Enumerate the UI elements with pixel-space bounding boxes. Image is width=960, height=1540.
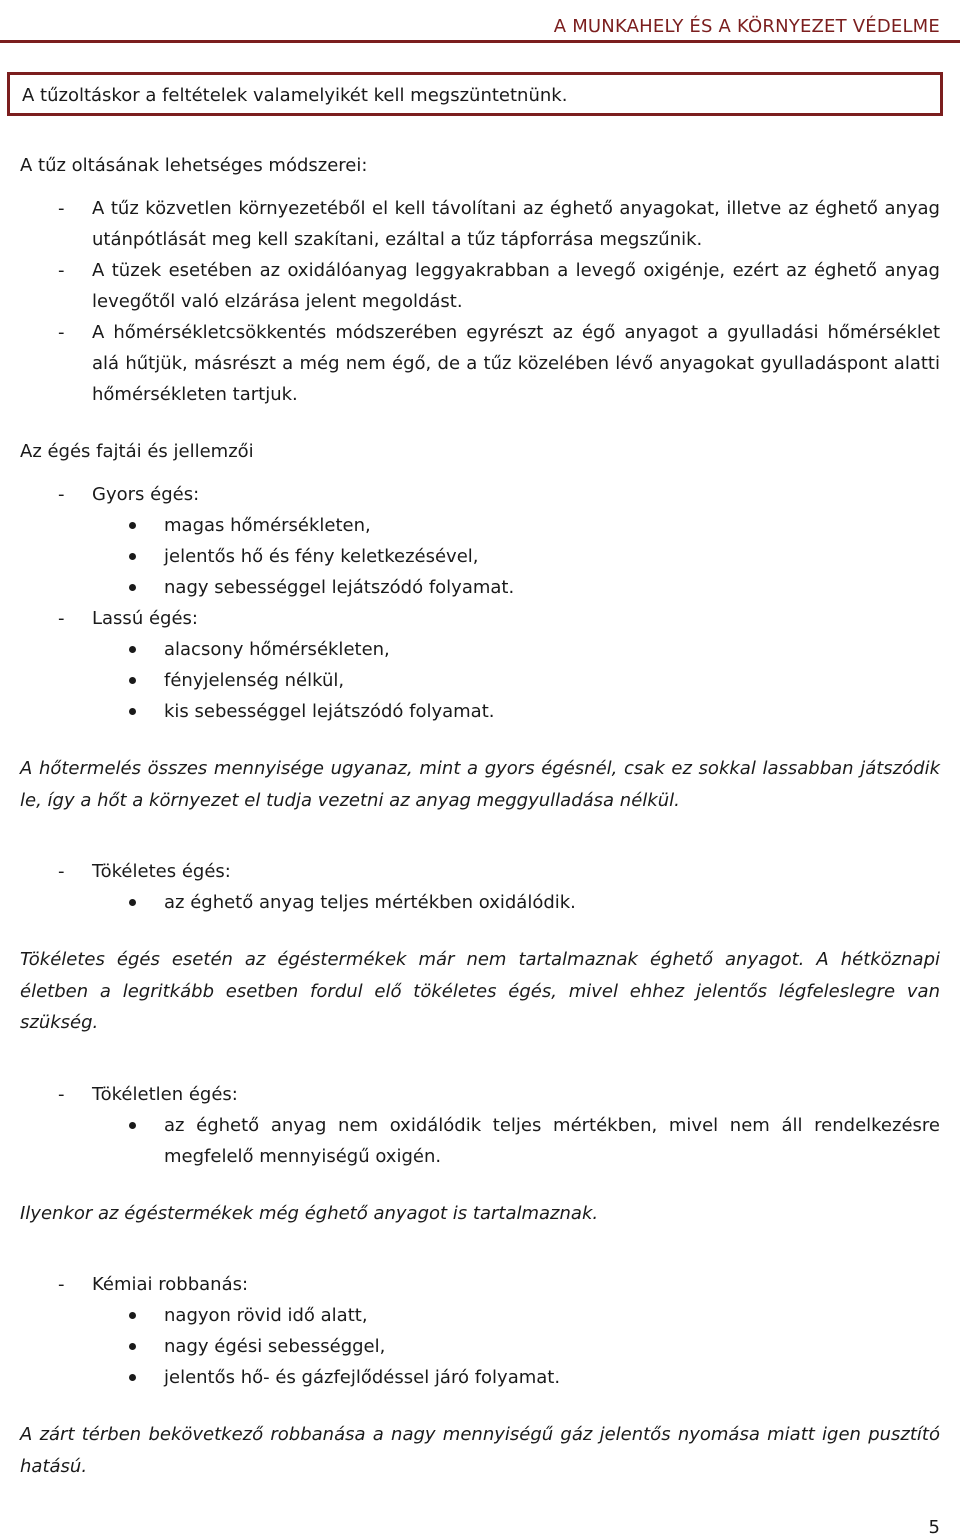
dash-marker: - xyxy=(58,484,65,505)
list-item xyxy=(20,193,940,255)
dash-marker: - xyxy=(58,322,65,343)
list-item: fényjelenség nélkül, xyxy=(20,665,940,696)
bullet-icon xyxy=(129,1374,136,1381)
combustion-heading: Az égés fajtái és jellemzői xyxy=(20,441,254,462)
dash-marker: - xyxy=(58,198,65,219)
complete-combustion-list xyxy=(20,856,940,887)
incomplete-combustion-label: Tökéletlen égés: xyxy=(92,1083,238,1105)
bullet-icon xyxy=(129,899,136,906)
dash-marker: - xyxy=(58,1083,65,1105)
list-item: magas hőmérsékleten, xyxy=(20,510,940,541)
list-item: nagy égési sebességgel, xyxy=(20,1331,940,1362)
bullet-icon xyxy=(129,553,136,560)
list-item xyxy=(20,1079,940,1110)
notice-box: A tűzoltáskor a feltételek valamelyikét kell megszüntetnünk. xyxy=(7,72,943,116)
list-item: nagyon rövid idő alatt, xyxy=(20,1300,940,1331)
list-item xyxy=(20,317,940,410)
list-item xyxy=(20,255,940,317)
bullet-icon xyxy=(129,1343,136,1350)
slow-combustion-note: A hőtermelés összes mennyisége ugyanaz, mint a gyors égésnél, csak ez sokkal lassabban játszódik le, így a hőt a környezet el tudja vezetni az anyag meggyulladása nélkül. xyxy=(20,758,940,811)
list-item-text: A tűz közvetlen környezetéből el kell távolítani az éghető anyagokat, illetve az éghető anyag utánpótlását meg kell szakítani, ezáltal a tűz tápforrása megszűnik. xyxy=(92,198,940,250)
incomplete-combustion-note: Ilyenkor az égéstermékek még éghető anyagot is tartalmaznak. xyxy=(20,1202,599,1224)
list-item-text: A hőmérsékletcsökkentés módszerében egyrészt az égő anyagot a gyulladási hőmérséklet alá hűtjük, másrészt a még nem égő, de a tűz közelében lévő anyagokat gyulladáspont alatti hőmérsékleten tartjuk. xyxy=(92,322,940,405)
bullet-icon xyxy=(129,646,136,653)
page-number: 5 xyxy=(928,1517,940,1538)
list-item: jelentős hő és fény keletkezésével, xyxy=(20,541,940,572)
dash-marker: - xyxy=(58,608,65,629)
complete-combustion-bullets xyxy=(20,887,940,918)
incomplete-combustion-list xyxy=(20,1079,940,1110)
list-item-text: A tüzek esetében az oxidálóanyag leggyakrabban a levegő oxigénje, ezért az éghető anyag levegőtől való elzárása jelent megoldást. xyxy=(92,260,940,312)
slow-combustion-label: Lassú égés: xyxy=(92,608,198,629)
combustion-types-list xyxy=(20,479,940,510)
bullet-icon xyxy=(129,677,136,684)
dash-marker: - xyxy=(58,260,65,281)
list-item: az éghető anyag teljes mértékben oxidálódik. xyxy=(20,887,940,918)
page-content xyxy=(20,150,940,1482)
header-rule xyxy=(0,40,960,43)
list-item: kis sebességgel lejátszódó folyamat. xyxy=(20,696,940,727)
incomplete-combustion-bullets xyxy=(20,1110,940,1172)
explosion-list xyxy=(20,1269,940,1300)
extinguishing-list xyxy=(20,193,940,410)
list-item: jelentős hő- és gázfejlődéssel járó folyamat. xyxy=(20,1362,940,1393)
list-item: nagy sebességgel lejátszódó folyamat. xyxy=(20,572,940,603)
explosion-bullets xyxy=(20,1300,940,1393)
bullet-icon xyxy=(129,1312,136,1319)
dash-marker: - xyxy=(58,861,65,882)
bullet-icon xyxy=(129,522,136,529)
running-header: A MUNKAHELY ÉS A KÖRNYEZET VÉDELME xyxy=(553,16,940,37)
list-item xyxy=(20,603,940,634)
fast-combustion-bullets xyxy=(20,510,940,603)
explosion-note: A zárt térben bekövetkező robbanása a nagy mennyiségű gáz jelentős nyomása miatt igen pusztító hatású. xyxy=(20,1424,940,1477)
bullet-icon xyxy=(129,708,136,715)
extinguishing-heading: A tűz oltásának lehetséges módszerei: xyxy=(20,155,368,176)
list-item xyxy=(20,479,940,510)
list-item: alacsony hőmérsékleten, xyxy=(20,634,940,665)
list-item xyxy=(20,1269,940,1300)
bullet-icon xyxy=(129,1122,136,1129)
fast-combustion-label: Gyors égés: xyxy=(92,484,200,505)
bullet-icon xyxy=(129,584,136,591)
complete-combustion-label: Tökéletes égés: xyxy=(92,861,231,882)
explosion-label: Kémiai robbanás: xyxy=(92,1274,249,1295)
slow-combustion-bullets xyxy=(20,634,940,727)
complete-combustion-note: Tökéletes égés esetén az égéstermékek már nem tartalmaznak éghető anyagot. A hétköznapi életben a legritkább esetben fordul elő tökéletes égés, mivel ehhez jelentős légfeleslegre van szükség. xyxy=(20,949,940,1033)
dash-marker: - xyxy=(58,1274,65,1295)
list-item: az éghető anyag nem oxidálódik teljes mértékben, mivel nem áll rendelkezésre megfelelő mennyiségű oxigén. xyxy=(20,1110,940,1172)
combustion-types-list-slow xyxy=(20,603,940,634)
list-item xyxy=(20,856,940,887)
